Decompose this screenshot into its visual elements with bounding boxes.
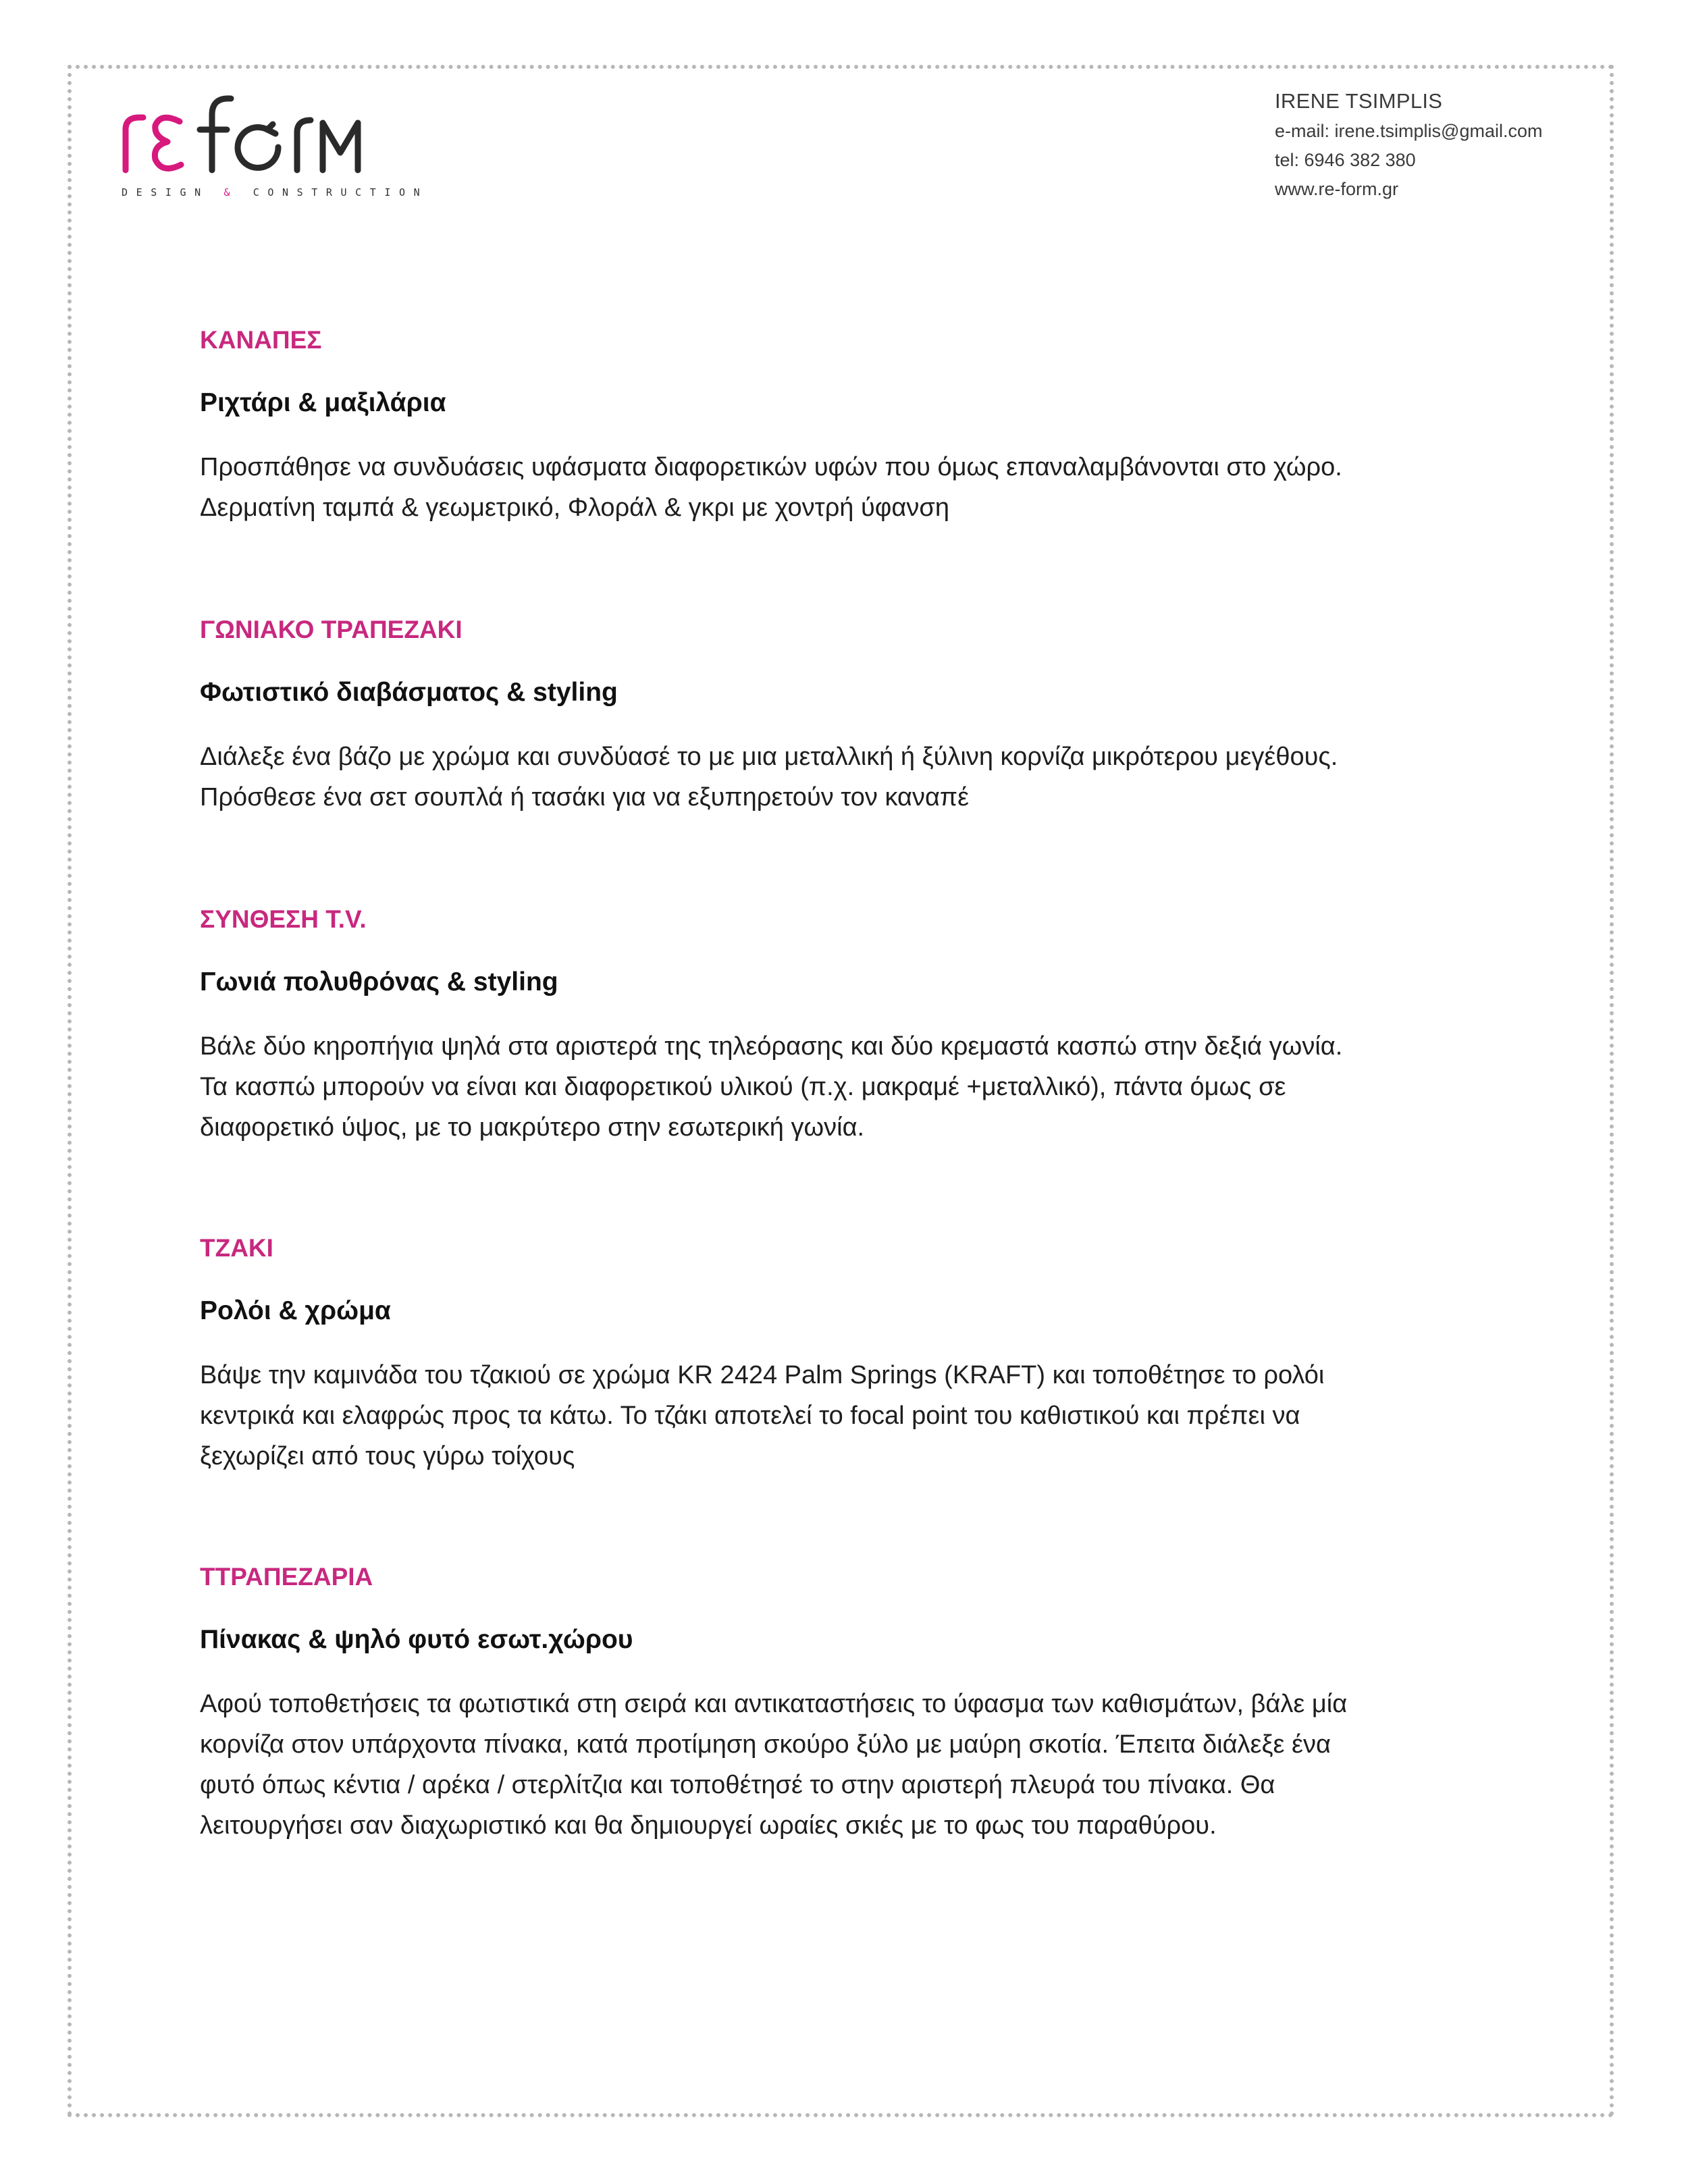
section-tzaki [200, 1233, 1523, 1476]
section-subheading: Ρολόι & χρώμα [200, 1296, 391, 1325]
body-line: Βάψε την καμινάδα του τζακιού σε χρώμα KR 2424 Palm Springs (KRAFT) και τοποθέτησε το ρολόι [200, 1361, 1325, 1389]
reform-logo-wordmark [120, 88, 377, 176]
contact-email[interactable]: e-mail: irene.tsimplis@gmail.com [1275, 121, 1543, 141]
logo-letter-r [126, 117, 143, 170]
logo-letter-r2 [297, 120, 311, 170]
body-line: Προσπάθησε να συνδυάσεις υφάσματα διαφορετικών υφών που όμως επαναλαμβάνονται στο χώρο. [200, 453, 1342, 481]
body-line: κορνίζα στον υπάρχοντα πίνακα, κατά προτίμηση σκούρο ξύλο με μαύρη σκοτία. Έπειτα διάλεξε ένα [200, 1730, 1331, 1759]
section-heading: ΣΥΝΘΕΣΗ T.V. [200, 905, 367, 933]
section-subheading: Φωτιστικό διαβάσματος & styling [200, 678, 618, 707]
section-body [200, 447, 1523, 528]
logo-tagline [122, 186, 429, 198]
body-line: φυτό όπως κέντια / αρέκα / στερλίτζια και τοποθέτησέ το στην αριστερή πλευρά του πίνακα. Θα [200, 1771, 1275, 1799]
section-subheading: Γωνιά πολυθρόνας & styling [200, 967, 558, 996]
body-line: Δερματίνη ταμπά & γεωμετρικό, Φλοράλ & γκρι με χοντρή ύφανση [200, 494, 949, 522]
body-line: Πρόσθεσε ένα σετ σουπλά ή τασάκι για να εξυπηρετούν τον καναπέ [200, 783, 970, 811]
tagline-design: DESIGN [122, 186, 209, 198]
section-body [200, 1355, 1523, 1476]
section-kanapes [200, 325, 1523, 528]
section-body [200, 1684, 1523, 1846]
body-line: Αφού τοποθετήσεις τα φωτιστικά στη σειρά και αντικαταστήσεις το ύφασμα των καθισμάτων, βάλε μία [200, 1690, 1348, 1718]
body-line: ξεχωρίζει από τους γύρω τοίχους [200, 1442, 575, 1470]
section-subheading: Ριχτάρι & μαξιλάρια [200, 388, 446, 417]
logo-letter-f [200, 99, 231, 170]
section-synthesi-tv [200, 905, 1523, 1148]
body-line: κεντρικά και ελαφρώς προς τα κάτω. Το τζάκι αποτελεί το focal point του καθιστικού και πρέπει να [200, 1402, 1300, 1430]
section-heading: ΤΤΡΑΠΕΖΑΡΙΑ [200, 1563, 373, 1591]
body-line: Βάλε δύο κηροπήγια ψηλά στα αριστερά της τηλεόρασης και δύο κρεμαστά κασπώ στην δεξιά γωνία. [200, 1032, 1343, 1061]
contact-name: IRENE TSIMPLIS [1275, 89, 1443, 113]
tagline-construction: CONSTRUCTION [253, 186, 429, 198]
section-heading: ΓΩΝΙΑΚΟ ΤΡΑΠΕΖΑΚΙ [200, 616, 463, 643]
section-body [200, 737, 1523, 818]
logo-letter-e [155, 117, 181, 168]
section-heading: ΚΑΝΑΠΕΣ [200, 326, 322, 354]
section-trapezaria [200, 1562, 1523, 1846]
section-subheading: Πίνακας & ψηλό φυτό εσωτ.χώρου [200, 1625, 633, 1654]
body-line: Τα κασπώ μπορούν να είναι και διαφορετικού υλικού (π.χ. μακραμέ +μεταλλικό), πάντα όμως σε [200, 1073, 1286, 1101]
body-line: διαφορετικό ύψος, με το μακρύτερο στην εσωτερική γωνία. [200, 1113, 865, 1142]
logo-letter-m [323, 123, 358, 170]
contact-block [1275, 88, 1543, 204]
body-line: λειτουργήσει σαν διαχωριστικό και θα δημιουργεί ωραίες σκιές με το φως του παραθύρου. [200, 1811, 1217, 1840]
section-goniako-trapezaki [200, 615, 1523, 818]
contact-tel[interactable]: tel: 6946 382 380 [1275, 150, 1416, 170]
body-line: Διάλεξε ένα βάζο με χρώμα και συνδύασέ το με μια μεταλλική ή ξύλινη κορνίζα μικρότερου μεγέθους. [200, 743, 1338, 771]
contact-web[interactable]: www.re-form.gr [1275, 179, 1399, 199]
section-body [200, 1026, 1523, 1148]
tagline-ampersand: & [223, 186, 239, 198]
section-heading: ΤΖΑΚΙ [200, 1234, 273, 1262]
brand-logo [120, 88, 429, 203]
